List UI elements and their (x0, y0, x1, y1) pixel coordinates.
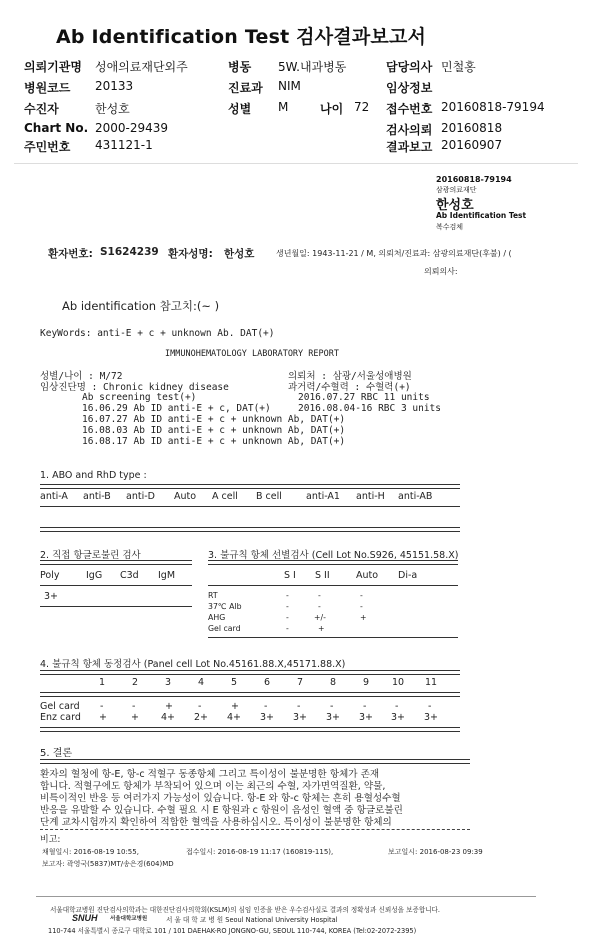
sec4-top-rule (40, 670, 460, 675)
screen-row-label: AHG (208, 613, 226, 622)
abo-col: anti-H (356, 491, 385, 502)
gel-cell: + (231, 701, 239, 712)
sec2-mid-rule (40, 585, 192, 586)
panel-col: 7 (297, 677, 304, 688)
dat-col-igg: IgG (86, 570, 103, 581)
dept-label: 진료과 (228, 81, 263, 95)
gel-cell: - (132, 701, 136, 712)
sec1-top-rule (40, 484, 460, 489)
requester-label: 의뢰기관명 (24, 60, 82, 74)
collected-datetime: 채혈일시: 2016-08-19 10:55, (42, 848, 139, 856)
hospcode-value: 20133 (95, 79, 134, 93)
screen-row-label: RT (208, 591, 218, 600)
stamp-org: 삼광의료재단 (436, 186, 477, 194)
sec3-top-rule (208, 560, 458, 565)
enz-cell: 3+ (359, 712, 374, 723)
screen-cell: - (318, 591, 321, 600)
header-divider (14, 163, 578, 164)
received-datetime: 접수일시: 2016-08-19 11:17 (160819-115), (186, 848, 334, 856)
clinical-label: 임상정보 (386, 81, 433, 95)
id-value: 431121-1 (95, 138, 153, 152)
enz-row-label: Enz card (40, 712, 81, 723)
ward-value: 5W.내과병동 (278, 60, 347, 74)
screen-cell: - (286, 591, 289, 600)
screen-cell: - (360, 591, 363, 600)
conclusion-line: 환자의 혈청에 항-E, 항-c 적혈구 동종항체 그리고 특이성이 불분명한 항체가 존재 (40, 769, 380, 780)
sex-label: 성별 (228, 102, 252, 116)
history-line-1: Ab screening test(+) (82, 392, 197, 403)
panel-col: 2 (132, 677, 139, 688)
footer-rule (36, 896, 536, 897)
age-label: 나이 (320, 102, 344, 116)
sec4-title: 4. 불규칙 항체 동정검사 (Panel cell Lot No.45161.88.X,45171.88.X) (40, 659, 346, 670)
page-title: Ab Identification Test 검사결과보고서 (56, 26, 427, 48)
remark-label: 비고: (40, 835, 61, 845)
report-title: IMMUNOHEMATOLOGY LABORATORY REPORT (165, 349, 339, 359)
history-line-2: 16.06.29 Ab ID anti-E + c, DAT(+) (82, 403, 271, 414)
history-line-4: 16.08.03 Ab ID anti-E + c + unknown Ab, DAT(+) (82, 425, 346, 436)
enz-cell: 3+ (424, 712, 439, 723)
history-line-2r: 2016.08.04-16 RBC 3 units (298, 403, 441, 414)
panel-col: 6 (264, 677, 271, 688)
stamp-name: 한성호 (436, 198, 474, 213)
hospital-name-en: 서 울 대 학 교 병 원 Seoul National University Hospital (166, 916, 338, 924)
panel-col: 10 (392, 677, 405, 688)
sec1-mid-rule (40, 506, 460, 507)
enz-cell: + (99, 712, 107, 723)
patient-label: 수진자 (24, 102, 59, 116)
receipt-value: 20160818-79194 (441, 100, 545, 114)
abo-col: anti-D (126, 491, 155, 502)
abo-col: anti-B (83, 491, 111, 502)
req-date-label: 검사의뢰 (386, 123, 433, 137)
stamp-kind: 복수검체 (436, 223, 464, 231)
history-line-3: 16.07.27 Ab ID anti-E + c + unknown Ab, DAT(+) (82, 414, 346, 425)
gel-cell: - (100, 701, 104, 712)
screen-cell: - (286, 624, 289, 633)
dept-value: NIM (278, 79, 301, 93)
keywords: KeyWords: anti-E + c + unknown Ab. DAT(+) (40, 328, 275, 339)
id-label: 주민번호 (24, 140, 71, 154)
stamp-number: 20160818-79194 (436, 175, 512, 184)
screen-row-label: Gel card (208, 624, 241, 633)
gel-cell: - (363, 701, 367, 712)
certification-text: 서울대학교병원 진단검사의학과는 대한진단검사의학회(KSLM)의 심임 인증을 받은 우수검사실로 결과의 정확성과 신뢰성을 보증합니다. (50, 906, 441, 914)
panel-col: 11 (425, 677, 438, 688)
patient-no-label: 환자번호: (48, 248, 93, 260)
panel-col: 1 (99, 677, 106, 688)
hospital-address: 110-744 서울특별시 종로구 대학로 101 / 101 DAEHAK-RO JONGNO-GU, SEOUL 110-744, KOREA (Tel:02-2072-2395) (48, 927, 417, 935)
sex-value: M (278, 100, 289, 114)
dat-poly-value: 3+ (44, 591, 59, 602)
reference-title: Ab identification 참고치:(~ ) (62, 299, 220, 313)
receipt-label: 접수번호 (386, 102, 433, 116)
report-date-value: 20160907 (441, 138, 503, 152)
enz-cell: + (131, 712, 139, 723)
sec3-title: 3. 불규칙 항체 선별검사 (Cell Lot No.S926, 45151.58.X) (208, 550, 459, 561)
screen-cell: +/- (314, 613, 326, 622)
enz-cell: 3+ (293, 712, 308, 723)
gel-cell: + (165, 701, 173, 712)
panel-col: 4 (198, 677, 205, 688)
doctor-value: 민철홍 (441, 60, 476, 74)
patient-value: 한성호 (95, 102, 130, 116)
chart-label: Chart No. (24, 121, 89, 135)
sec3-bottom-rule (208, 637, 458, 638)
enz-cell: 4+ (227, 712, 242, 723)
history-line-1r: 2016.07.27 RBC 11 units (298, 392, 430, 403)
abo-col: anti-A (40, 491, 68, 502)
gel-row-label: Gel card (40, 701, 80, 712)
abo-col: B cell (256, 491, 282, 502)
gel-cell: - (428, 701, 432, 712)
snuh-logo: SNUH (72, 913, 98, 923)
abo-col: anti-A1 (306, 491, 340, 502)
sec5-bottom-rule (40, 829, 470, 830)
patient-line-rest: 생년월일: 1943-11-21 / M, 의뢰처/진료과: 삼광의료재단(후불) / ( (276, 249, 512, 258)
gel-cell: - (198, 701, 202, 712)
conclusion-line: 비특이적인 반응 등 여러가지 가능성이 있습니다. 항-E 와 항-c 항체는 흔히 용혈성수혈 (40, 793, 401, 804)
panel-col: 5 (231, 677, 238, 688)
screen-col-s2: S II (315, 570, 330, 581)
patient-no: S1624239 (100, 246, 159, 258)
screen-col-dia: Di-a (398, 570, 418, 581)
enz-cell: 3+ (391, 712, 406, 723)
gel-cell: - (330, 701, 334, 712)
conclusion-line: 반응을 유발할 수 있습니다. 수혈 필요 시 E 항원과 c 항원이 음성인 혈액 중 항글로불린 (40, 805, 403, 816)
enz-cell: 2+ (194, 712, 209, 723)
stamp-test: Ab Identification Test (436, 211, 527, 220)
panel-col: 9 (363, 677, 370, 688)
info-sex-age: 성별/나이 : M/72 (40, 371, 123, 382)
sec4-mid-rule (40, 692, 460, 697)
panel-col: 3 (165, 677, 172, 688)
age-value: 72 (354, 100, 370, 114)
screen-cell: + (318, 624, 325, 633)
screen-cell: - (360, 602, 363, 611)
enz-cell: 3+ (260, 712, 275, 723)
req-date-value: 20160818 (441, 121, 503, 135)
info-requester: 의뢰처 : 삼광/서울성애병원 (288, 371, 412, 382)
reporter: 보고자: 곽영국(5837)MT/송은경(604)MD (42, 860, 174, 868)
panel-col: 8 (330, 677, 337, 688)
sec1-bottom-rule (40, 527, 460, 532)
gel-cell: - (264, 701, 268, 712)
abo-col: anti-AB (398, 491, 433, 502)
screen-cell: - (286, 602, 289, 611)
sec4-bottom-rule (40, 727, 460, 732)
sec5-title: 5. 결론 (40, 748, 73, 759)
patient-name-label: 환자성명: (168, 248, 213, 260)
chart-value: 2000-29439 (95, 121, 169, 135)
screen-col-s1: S I (284, 570, 296, 581)
screen-row-label: 37℃ Alb (208, 602, 242, 611)
conclusion-line: 단계 교차시험까지 확인하여 적합한 혈액을 사용하십시오. 특이성이 불분명한 항체의 (40, 817, 392, 828)
dat-col-c3d: C3d (120, 570, 139, 581)
history-line-5: 16.08.17 Ab ID anti-E + c + unknown Ab, DAT(+) (82, 436, 346, 447)
abo-col: Auto (174, 491, 197, 502)
screen-cell: + (360, 613, 367, 622)
gel-cell: - (297, 701, 301, 712)
hospital-name: 서울대학교병원 (110, 916, 148, 922)
abo-col: A cell (212, 491, 238, 502)
screen-col-auto: Auto (356, 570, 379, 581)
requesting-doctor-label: 의뢰의사: (424, 267, 458, 276)
report-date-label: 결과보고 (386, 140, 433, 154)
enz-cell: 3+ (326, 712, 341, 723)
hospcode-label: 병원코드 (24, 81, 71, 95)
screen-cell: - (318, 602, 321, 611)
dat-col-poly: Poly (40, 570, 60, 581)
sec2-title: 2. 직접 항글로불린 검사 (40, 550, 141, 561)
sec1-title: 1. ABO and RhD type : (40, 470, 147, 481)
enz-cell: 4+ (161, 712, 176, 723)
dat-col-igm: IgM (158, 570, 176, 581)
requester-value: 성애의료재단외주 (95, 60, 188, 74)
sec2-bottom-rule (40, 606, 192, 607)
info-diagnosis: 임상진단명 : Chronic kidney disease (40, 382, 229, 393)
reported-datetime: 보고일시: 2016-08-23 09:39 (388, 848, 483, 856)
screen-cell: - (286, 613, 289, 622)
sec5-top-rule (40, 759, 470, 764)
doctor-label: 담당의사 (386, 60, 433, 74)
sec2-top-rule (40, 560, 192, 565)
info-history: 과거력/수혈력 : 수혈력(+) (288, 382, 411, 393)
patient-name: 한성호 (224, 248, 255, 260)
ward-label: 병동 (228, 60, 252, 74)
gel-cell: - (395, 701, 399, 712)
conclusion-line: 합니다. 적혈구에도 항체가 부착되어 있으며 이는 최근의 수혈, 자가면역질환, 약물, (40, 781, 386, 792)
sec3-mid-rule (208, 585, 458, 586)
